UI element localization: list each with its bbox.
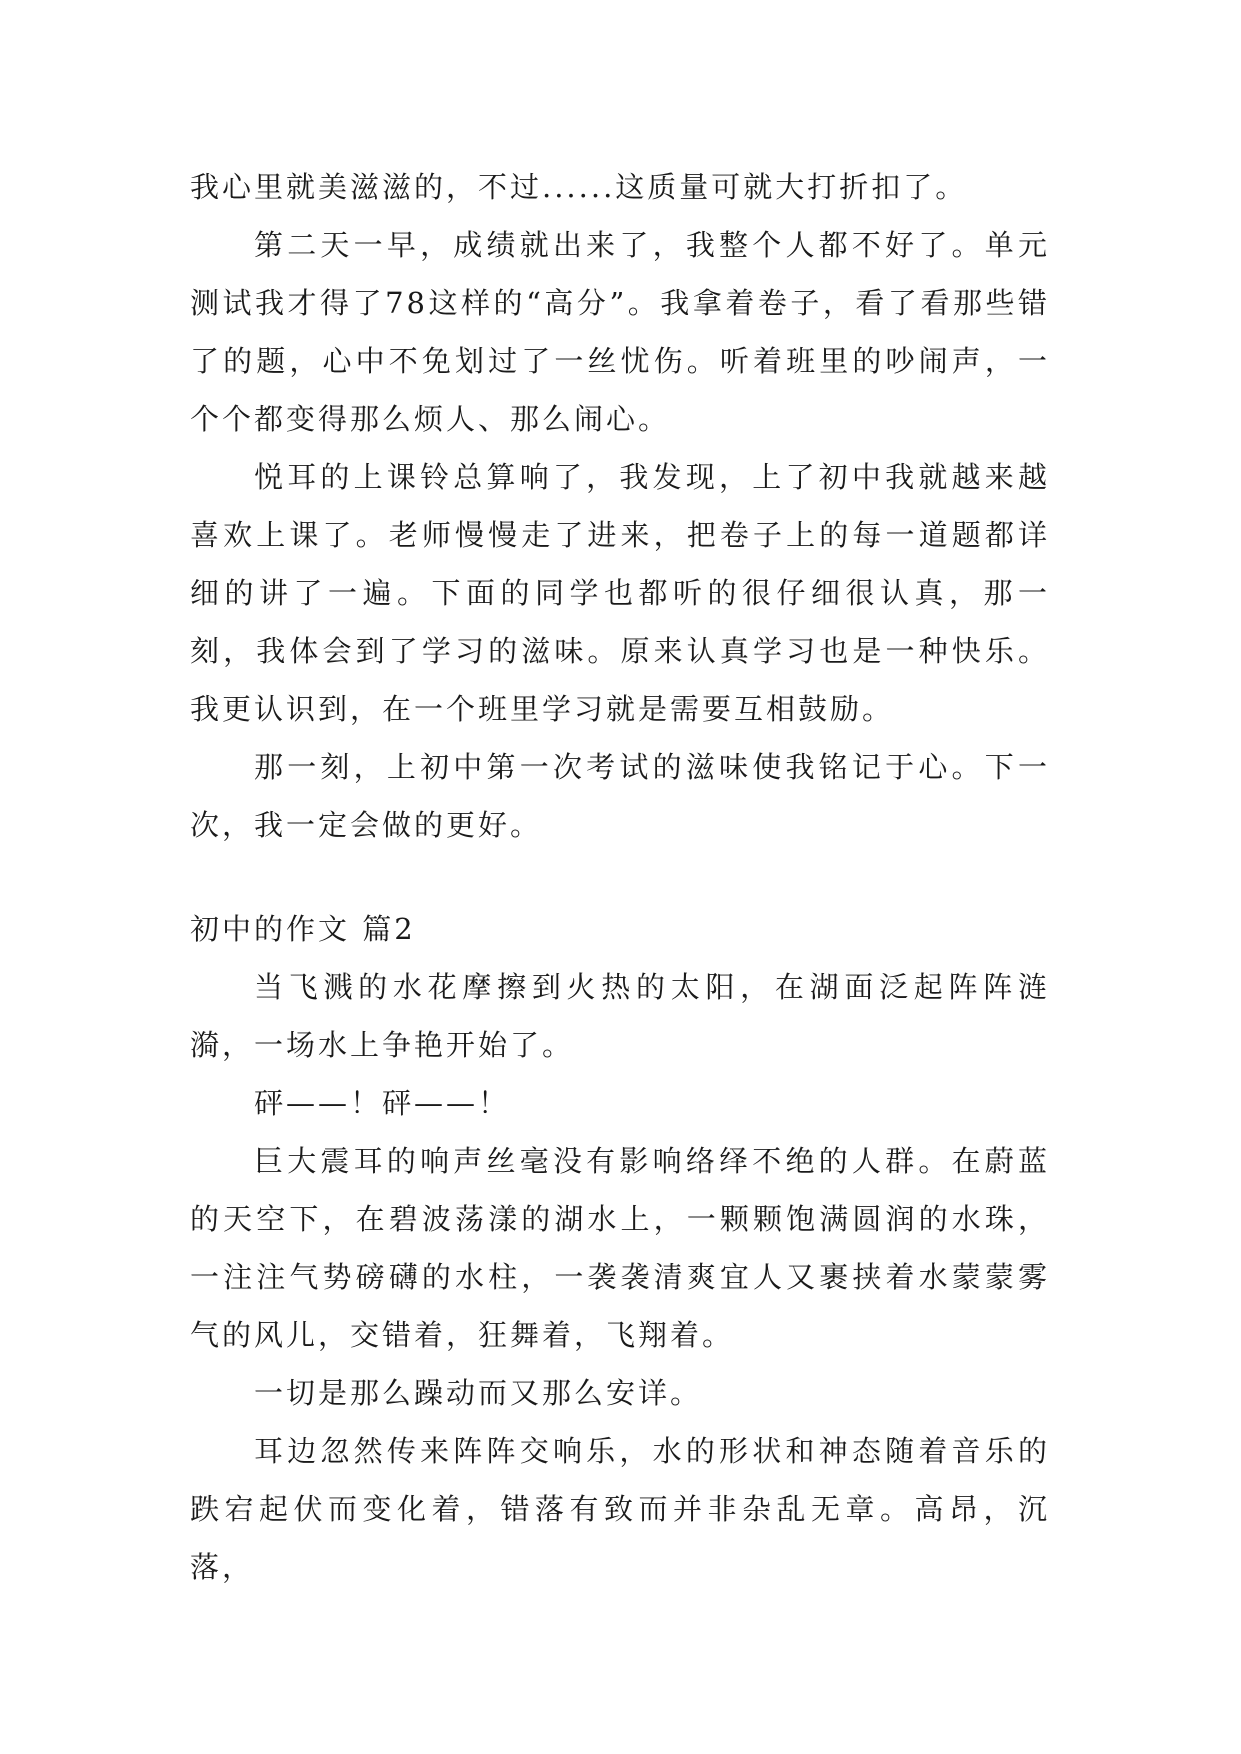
paragraph-7: 巨大震耳的响声丝毫没有影响络绎不绝的人群。在蔚蓝的天空下，在碧波荡漾的湖水上，一颗颗饱满圆润的水珠，一注注气势磅礴的水柱，一袭袭清爽宜人又裹挟着水蒙蒙雾气的风儿，交错着，狂舞着，飞翔着。 — [190, 1144, 1050, 1352]
paragraph-4: 那一刻，上初中第一次考试的滋味使我铭记于心。下一次，我一定会做的更好。 — [190, 750, 1050, 842]
paragraph-2: 第二天一早，成绩就出来了，我整个人都不好了。单元测试我才得了78这样的“高分”。我拿着卷子，看了看那些错了的题，心中不免划过了一丝忧伤。听着班里的吵闹声，一个个都变得那么烦人、那么闹心。 — [190, 228, 1050, 436]
section-heading: 初中的作文 篇2 — [190, 912, 416, 946]
paragraph-9: 耳边忽然传来阵阵交响乐，水的形状和神态随着音乐的跌宕起伏而变化着，错落有致而并非杂乱无章。高昂，沉落， — [190, 1434, 1050, 1584]
paragraph-3: 悦耳的上课铃总算响了，我发现，上了初中我就越来越喜欢上课了。老师慢慢走了进来，把卷子上的每一道题都详细的讲了一遍。下面的同学也都听的很仔细很认真，那一刻，我体会到了学习的滋味。原来认真学习也是一种快乐。我更认识到，在一个班里学习就是需要互相鼓励。 — [190, 460, 1050, 726]
document-body — [190, 158, 1050, 1596]
paragraph-8: 一切是那么躁动而又那么安详。 — [254, 1376, 703, 1410]
paragraph-5: 当飞溅的水花摩擦到火热的太阳，在湖面泛起阵阵涟漪，一场水上争艳开始了。 — [190, 970, 1050, 1062]
paragraph-6: 砰——！砰——！ — [254, 1086, 511, 1120]
paragraph-1: 我心里就美滋滋的，不过......这质量可就大打折扣了。 — [190, 170, 968, 204]
